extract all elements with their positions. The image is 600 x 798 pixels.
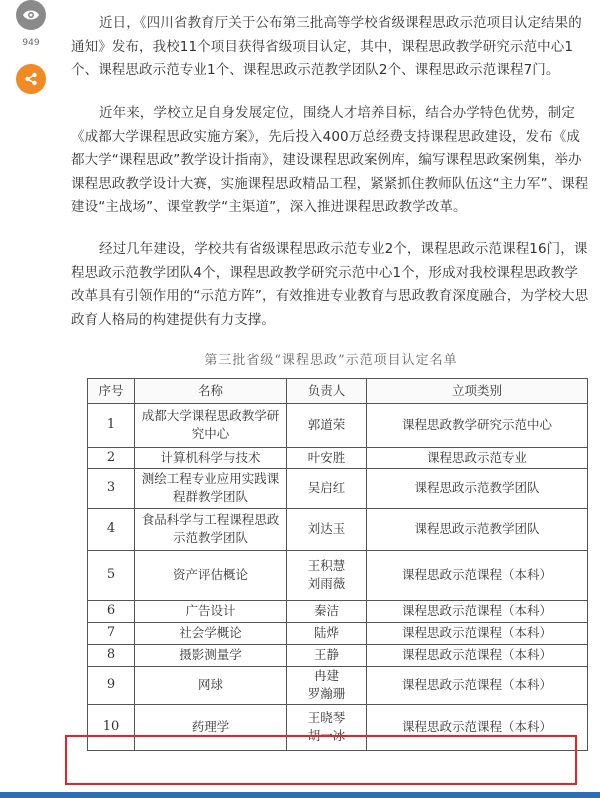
row-lead: 秦洁	[287, 600, 367, 622]
views-button[interactable]	[16, 0, 46, 30]
table-caption: 第三批省级“课程思政”示范项目认定名单	[204, 353, 458, 368]
row-name: 资产评估概论	[135, 550, 287, 600]
row-category: 课程思政示范教学团队	[367, 468, 588, 508]
table-body	[88, 403, 588, 750]
row-lead: 王晓琴 胡一冰	[287, 704, 367, 750]
eye-icon	[22, 9, 40, 21]
row-category: 课程思政示范课程（本科）	[367, 622, 588, 644]
row-lead: 叶安胜	[287, 447, 367, 468]
row-name: 广告设计	[135, 600, 287, 622]
bottom-scroll-bar	[0, 792, 600, 798]
row-name: 社会学概论	[135, 622, 287, 644]
row-lead: 王静	[287, 644, 367, 666]
row-lead: 王积慧 刘雨薇	[287, 550, 367, 600]
row-no: 10	[88, 704, 135, 750]
row-category: 课程思政示范课程（本科）	[367, 704, 588, 750]
row-no: 7	[88, 622, 135, 644]
row-name: 计算机科学与技术	[135, 447, 287, 468]
table-header-row	[88, 379, 588, 404]
row-no: 3	[88, 468, 135, 508]
row-category: 课程思政示范专业	[367, 447, 588, 468]
row-name: 食品科学与工程课程思政示范教学团队	[135, 508, 287, 550]
table-row	[88, 550, 588, 600]
table-row	[88, 468, 588, 508]
row-no: 5	[88, 550, 135, 600]
row-no: 4	[88, 508, 135, 550]
row-name: 药理学	[135, 704, 287, 750]
row-name: 摄影测量学	[135, 644, 287, 666]
row-no: 8	[88, 644, 135, 666]
row-name: 网球	[135, 666, 287, 704]
project-table	[87, 378, 588, 751]
share-icon	[24, 72, 38, 86]
row-lead: 郭道荣	[287, 403, 367, 447]
row-lead: 冉建 罗瀚珊	[287, 666, 367, 704]
row-lead: 陆烨	[287, 622, 367, 644]
table-row	[88, 508, 588, 550]
table-row	[88, 644, 588, 666]
table-row	[88, 622, 588, 644]
table-row	[88, 666, 588, 704]
table-row	[88, 403, 588, 447]
paragraph-2: 近年来，学校立足自身发展定位，围绕人才培养目标，结合办学特色优势，制定《成都大学课程思政实施方案》，先后投入400万总经费支持课程思政建设，发布《成都大学“课程思政”教学设计指南》，建设课程思政案例库，编写课程思政案例集，举办课程思政教学设计大赛，实施课程思政精品工程，紧紧抓住教师队伍这“主力军”、课程建设“主战场”、课堂教学“主渠道”，深入推进课程思政教学改革。	[71, 105, 589, 215]
row-category: 课程思政示范课程（本科）	[367, 600, 588, 622]
header-category: 立项类别	[367, 379, 588, 404]
row-10-highlight-box	[65, 735, 577, 785]
row-category: 课程思政示范课程（本科）	[367, 644, 588, 666]
paragraph-1: 近日，《四川省教育厅关于公布第三批高等学校省级课程思政示范项目认定结果的通知》发布，我校11个项目获得省级项目认定，其中，课程思政教学研究示范中心1个、课程思政示范专业1个、课程思政示范教学团队2个、课程思政示范课程7门。	[71, 15, 582, 78]
row-lead: 吴启红	[287, 468, 367, 508]
share-button[interactable]	[16, 64, 46, 94]
row-category: 课程思政示范课程（本科）	[367, 666, 588, 704]
row-no: 2	[88, 447, 135, 468]
row-name: 成都大学课程思政教学研究中心	[135, 403, 287, 447]
header-name: 名称	[135, 379, 287, 404]
row-lead: 刘达玉	[287, 508, 367, 550]
row-name: 测绘工程专业应用实践课程群教学团队	[135, 468, 287, 508]
table-row	[88, 600, 588, 622]
row-no: 9	[88, 666, 135, 704]
row-no: 6	[88, 600, 135, 622]
table-row	[88, 447, 588, 468]
paragraph-3: 经过几年建设，学校共有省级课程思政示范专业2个，课程思政示范课程16门，课程思政示范教学团队4个，课程思政教学研究示范中心1个，形成对我校课程思政教学改革具有引领作用的“示范方阵”，有效推进专业教育与思政教育深度融合，为学校大思政育人格局的构建提供有力支撑。	[71, 241, 589, 328]
header-lead: 负责人	[287, 379, 367, 404]
row-category: 课程思政示范课程（本科）	[367, 550, 588, 600]
header-no: 序号	[88, 379, 135, 404]
row-category: 课程思政示范教学团队	[367, 508, 588, 550]
row-category: 课程思政教学研究示范中心	[367, 403, 588, 447]
row-no: 1	[88, 403, 135, 447]
views-count: 949	[22, 38, 40, 48]
